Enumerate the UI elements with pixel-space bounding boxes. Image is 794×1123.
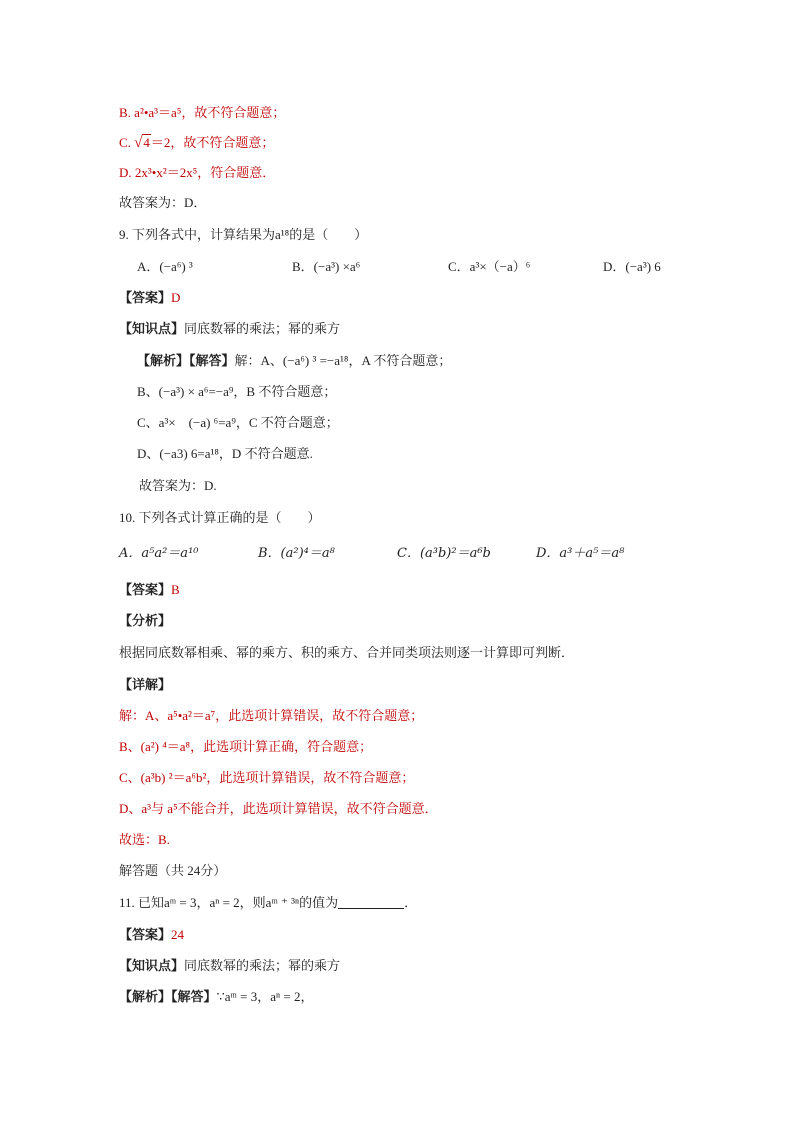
q10-analysis-tag: 【分析】 bbox=[119, 613, 172, 628]
q9-option-b: B．(−a³) ×a⁶ bbox=[292, 259, 361, 274]
q8-option-c-prefix: C. bbox=[119, 135, 135, 150]
answer-tag: 【答案】 bbox=[119, 927, 172, 942]
answer-value: B bbox=[171, 582, 180, 597]
q9-stem: 9. 下列各式中，计算结果为a¹⁸的是（ ） bbox=[119, 227, 368, 242]
q9-analysis-c: C、a³× (−a) ⁶=a⁹，C 不符合题意； bbox=[137, 415, 339, 430]
analysis-text: ∵aᵐ = 3，aⁿ = 2， bbox=[216, 989, 314, 1004]
knowledge-tag: 【知识点】 bbox=[119, 958, 185, 973]
analysis-text: 解：A、(−a⁶) ³ =−a¹⁸，A 不符合题意； bbox=[234, 353, 452, 368]
q10-detail-a: 解：A、a⁵•a²＝a⁷，此选项计算错误，故不符合题意； bbox=[119, 708, 424, 723]
sqrt-radicand: 4 bbox=[143, 135, 150, 150]
q8-answer: 故答案为：D． bbox=[119, 195, 207, 210]
answer-blank bbox=[338, 896, 404, 909]
q10-detail-c: C、(a³b) ²＝a⁶b²，此选项计算错误，故不符合题意； bbox=[119, 770, 415, 785]
q11-knowledge-line bbox=[119, 957, 340, 975]
knowledge-tag: 【知识点】 bbox=[119, 321, 185, 336]
q10-detail-tag: 【详解】 bbox=[119, 677, 172, 692]
answer-value: D bbox=[171, 290, 181, 305]
q10-option-d: D．a³＋a⁵＝a⁸ bbox=[536, 546, 625, 561]
q8-option-d: D. 2x³•x²＝2x⁵，符合题意． bbox=[119, 165, 276, 180]
q9-analysis-b: B、(−a³) × a⁶=−a⁹，B 不符合题意； bbox=[137, 384, 337, 399]
q9-answer-line bbox=[119, 289, 180, 307]
q9-analysis-d: D、(−a3) 6=a¹⁸，D 不符合题意. bbox=[137, 446, 313, 461]
answer-tag: 【答案】 bbox=[119, 582, 172, 597]
knowledge-value: 同底数幂的乘法；幂的乘方 bbox=[184, 321, 341, 336]
answer-tag: 【答案】 bbox=[119, 290, 172, 305]
sqrt-symbol: √4 bbox=[134, 135, 150, 151]
q11-answer-line bbox=[119, 926, 184, 944]
q10-option-b: B．(a²)⁴＝a⁸ bbox=[258, 546, 335, 561]
knowledge-value: 同底数幂的乘法；幂的乘方 bbox=[184, 958, 341, 973]
q9-option-a: A．(−a⁶) ³ bbox=[137, 259, 193, 274]
analysis-tag: 【解析】【解答】 bbox=[119, 989, 217, 1004]
answer-value: 24 bbox=[171, 927, 185, 942]
q10-stem: 10. 下列各式计算正确的是（ ） bbox=[119, 510, 321, 525]
q8-option-c-suffix: ＝2，故不符合题意； bbox=[150, 135, 275, 150]
q11-stem bbox=[119, 894, 417, 912]
q10-detail-b: B、(a²) ⁴＝a⁸，此选项计算正确，符合题意； bbox=[119, 739, 373, 754]
q11-stem-text: 11. 已知aᵐ = 3，aⁿ = 2，则aᵐ ⁺ ³ⁿ的值为 bbox=[119, 895, 339, 910]
q11-stem-end: ． bbox=[404, 895, 418, 910]
q9-conclusion: 故答案为：D. bbox=[139, 478, 217, 493]
q9-option-d: D．(−a³) 6 bbox=[603, 259, 661, 274]
q10-option-a: A．a⁵a²＝a¹⁰ bbox=[119, 546, 199, 561]
q10-option-c: C．(a³b)²＝a⁶b bbox=[397, 546, 491, 561]
section-heading: 解答题（共 24分） bbox=[119, 863, 227, 878]
analysis-tag: 【解析】【解答】 bbox=[137, 353, 235, 368]
q11-analysis-line bbox=[119, 988, 313, 1006]
q10-detail-d: D、a³与 a⁵不能合并，此选项计算错误，故不符合题意． bbox=[119, 801, 438, 816]
q8-option-b: B. a²•a³＝a⁵，故不符合题意； bbox=[119, 105, 286, 120]
q10-answer-line bbox=[119, 581, 180, 599]
q8-option-c bbox=[119, 134, 274, 152]
q9-knowledge-line bbox=[119, 320, 340, 338]
q10-analysis-text: 根据同底数幂相乘、幂的乘方、积的乘方、合并同类项法则逐一计算即可判断． bbox=[119, 645, 575, 660]
q9-analysis-line bbox=[137, 352, 451, 370]
q10-choose: 故选：B. bbox=[119, 832, 170, 847]
q9-option-c: C．a³×（−a）⁶ bbox=[448, 259, 531, 274]
